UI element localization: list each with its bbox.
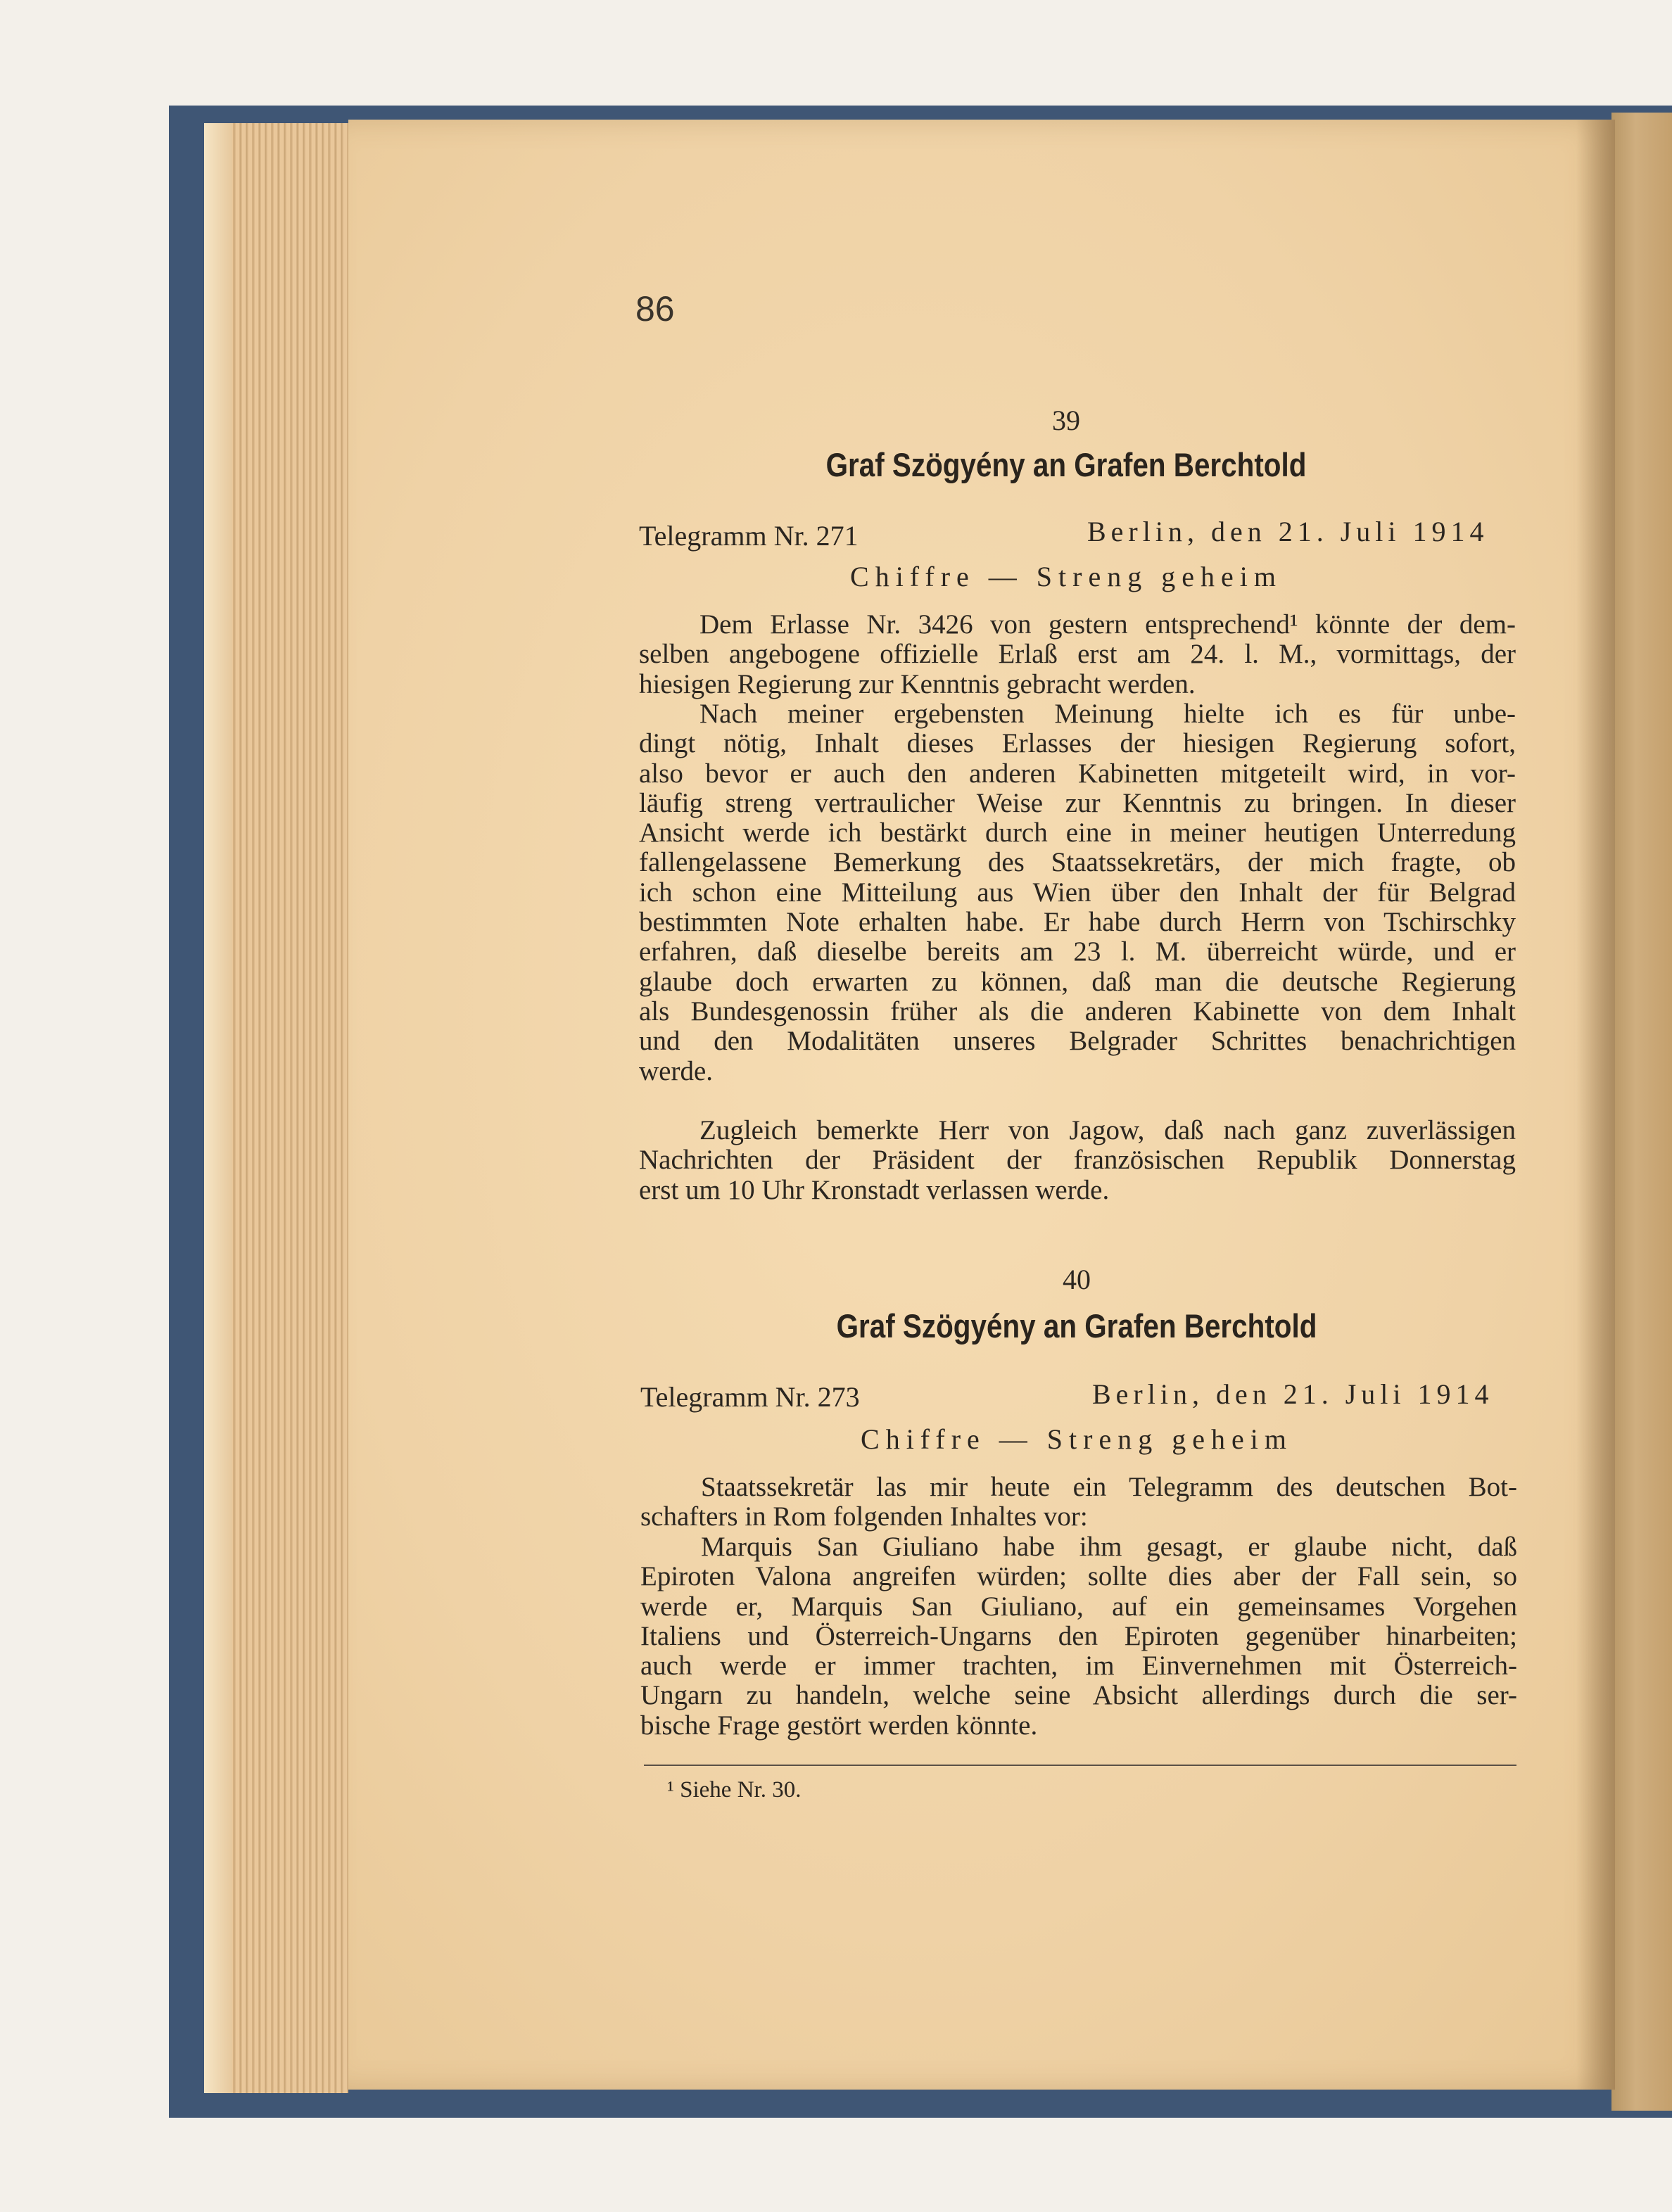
document-title: Graf Szögyény an Grafen Berchtold xyxy=(825,446,1307,483)
text-line: läufig streng vertraulicher Weise zur Kenntnis zu bringen. In dieser xyxy=(639,787,1516,818)
paragraph xyxy=(639,610,1516,699)
text-line: erfahren, daß dieselbe bereits am 23 l. M. überreicht würde, und er xyxy=(639,936,1516,967)
text-line: Dem Erlasse Nr. 3426 von gestern entsprechend¹ könnte der dem- xyxy=(699,609,1516,640)
text-line: bestimmten Note erhalten habe. Er habe durch Herrn von Tschirschky xyxy=(639,907,1516,938)
telegram-number: Telegramm Nr. 273 xyxy=(640,1381,860,1413)
text-line: bische Frage gestört werden könnte. xyxy=(640,1710,1038,1741)
document-title: Graf Szögyény an Grafen Berchtold xyxy=(836,1307,1317,1345)
text-line: Marquis San Giuliano habe ihm gesagt, er glaube nicht, daß xyxy=(701,1532,1517,1562)
text-line: werde er, Marquis San Giuliano, auf ein gemeinsames Vorgehen xyxy=(640,1591,1517,1622)
footnote: ¹ Siehe Nr. 30. xyxy=(667,1777,802,1803)
place-date: Berlin, den 21. Juli 1914 xyxy=(1092,1378,1494,1410)
text-line: ich schon eine Mitteilung aus Wien über den Inhalt der für Belgrad xyxy=(639,877,1516,908)
text-line: erst um 10 Uhr Kronstadt verlassen werde. xyxy=(639,1174,1110,1205)
page-number: 86 xyxy=(635,289,675,329)
text-line: auch werde er immer trachten, im Einvernehmen mit Österreich- xyxy=(640,1651,1517,1682)
text-line: Zugleich bemerkte Herr von Jagow, daß nach ganz zuverlässigen xyxy=(699,1115,1516,1145)
right-page-stack xyxy=(1611,113,1672,2111)
text-line: und den Modalitäten unseres Belgrader Schrittes benachrichtigen xyxy=(639,1026,1516,1057)
text-line: Ansicht werde ich bestärkt durch eine in meiner heutigen Unterredung xyxy=(639,818,1516,848)
text-line: hiesigen Regierung zur Kenntnis gebracht werden. xyxy=(639,668,1196,699)
document-number: 39 xyxy=(1052,405,1080,436)
text-line: Ungarn zu handeln, welche seine Absicht allerdings durch die ser- xyxy=(640,1680,1517,1711)
text-line: Italiens und Österreich-Ungarns den Epiroten gegenüber hinarbeiten; xyxy=(640,1620,1517,1651)
paragraph xyxy=(639,1116,1516,1205)
text-line: dingt nötig, Inhalt dieses Erlasses der hiesigen Regierung sofort, xyxy=(639,728,1516,759)
text-line: Nachrichten der Präsident der französischen Republik Donnerstag xyxy=(639,1145,1516,1176)
text-line: Epiroten Valona angreifen würden; sollte dies aber der Fall sein, so xyxy=(640,1561,1517,1592)
place-date: Berlin, den 21. Juli 1914 xyxy=(1087,516,1489,547)
text-line: Nach meiner ergebensten Meinung hielte ich es für unbe- xyxy=(699,699,1516,729)
page-gutter-shadow xyxy=(1576,120,1615,2090)
text-line: selben angebogene offizielle Erlaß erst am 24. l. M., vormittags, der xyxy=(639,639,1516,670)
paragraph xyxy=(639,699,1516,1086)
text-line: also bevor er auch den anderen Kabinetten mitgeteilt wird, in vor- xyxy=(639,758,1516,789)
telegram-number: Telegramm Nr. 271 xyxy=(639,520,859,552)
text-line: werde. xyxy=(639,1055,714,1086)
text-line: fallengelassene Bemerkung des Staatssekretärs, der mich fragte, ob xyxy=(639,847,1516,878)
text-line: Staatssekretär las mir heute ein Telegramm des deutschen Bot- xyxy=(701,1472,1517,1502)
classification: Chiffre — Streng geheim xyxy=(850,561,1282,592)
text-line: glaube doch erwarten zu können, daß man die deutsche Regierung xyxy=(639,966,1516,997)
paragraph xyxy=(640,1532,1517,1741)
text-line: als Bundesgenossin früher als die anderen Kabinette von dem Inhalt xyxy=(639,996,1516,1026)
paragraph xyxy=(640,1473,1517,1532)
text-line: schafters in Rom folgenden Inhaltes vor: xyxy=(640,1501,1088,1532)
document-number: 40 xyxy=(1063,1264,1091,1295)
classification: Chiffre — Streng geheim xyxy=(861,1423,1293,1455)
left-page-edge-highlight xyxy=(204,123,232,2093)
footnote-rule xyxy=(644,1765,1516,1766)
